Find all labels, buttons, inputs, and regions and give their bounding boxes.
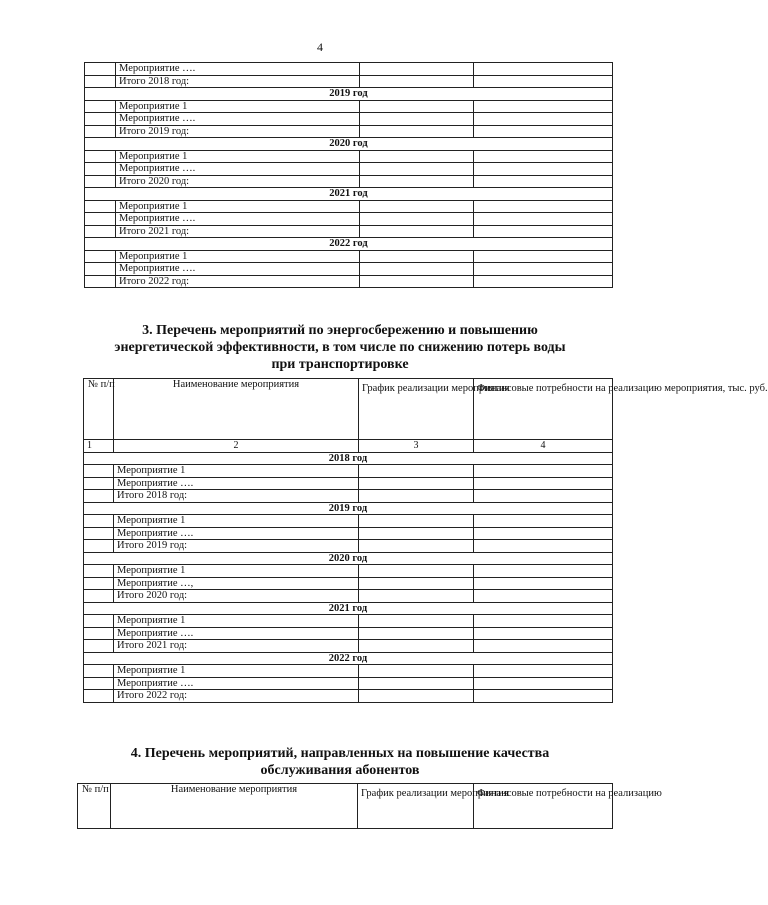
schedule-cell bbox=[359, 665, 474, 678]
activity-name: Мероприятие …. bbox=[114, 527, 359, 540]
activity-name: Мероприятие 1 bbox=[114, 565, 359, 578]
num-cell bbox=[84, 477, 114, 490]
table-row bbox=[84, 627, 613, 640]
schedule-cell bbox=[359, 515, 474, 528]
total-row bbox=[85, 75, 613, 88]
total-row bbox=[84, 540, 613, 553]
total-row bbox=[84, 490, 613, 503]
num-cell bbox=[85, 250, 116, 263]
activity-name: Мероприятие …. bbox=[114, 477, 359, 490]
schedule-cell bbox=[360, 125, 474, 138]
finance-cell bbox=[474, 490, 613, 503]
year-label: 2022 год bbox=[85, 238, 613, 251]
total-label: Итого 2018 год: bbox=[114, 490, 359, 503]
schedule-cell bbox=[359, 565, 474, 578]
num-cell bbox=[85, 213, 116, 226]
table-row bbox=[85, 213, 613, 226]
activity-name: Мероприятие …. bbox=[116, 213, 360, 226]
finance-cell bbox=[474, 590, 613, 603]
schedule-cell bbox=[360, 75, 474, 88]
num-cell bbox=[85, 163, 116, 176]
num-cell bbox=[84, 540, 114, 553]
activity-name: Мероприятие …. bbox=[116, 63, 360, 76]
table-row bbox=[84, 477, 613, 490]
page-number: 4 bbox=[317, 40, 323, 54]
year-row bbox=[84, 552, 613, 565]
schedule-cell bbox=[360, 100, 474, 113]
finance-cell bbox=[474, 225, 613, 238]
num-cell bbox=[84, 515, 114, 528]
num-cell bbox=[84, 640, 114, 653]
section-3-title: 3. Перечень мероприятий по энергосбережению и повышению энергетической эффективности, в том числе по снижению потерь воды при транспортировке bbox=[114, 323, 566, 372]
year-row bbox=[84, 502, 613, 515]
finance-cell bbox=[474, 465, 613, 478]
column-number: 4 bbox=[474, 440, 613, 453]
column-number: 1 bbox=[84, 440, 114, 453]
finance-cell bbox=[474, 250, 613, 263]
table-row bbox=[85, 200, 613, 213]
activity-name: Мероприятие 1 bbox=[116, 150, 360, 163]
finance-cell bbox=[474, 577, 613, 590]
schedule-cell bbox=[359, 640, 474, 653]
table-row bbox=[85, 263, 613, 276]
activity-name: Мероприятие 1 bbox=[114, 615, 359, 628]
header-schedule: График реализации мероприятия bbox=[358, 784, 474, 829]
section-4-title: 4. Перечень мероприятий, направленных на повышение качества обслуживания абонентов bbox=[130, 746, 550, 778]
table-row bbox=[84, 465, 613, 478]
finance-cell bbox=[474, 640, 613, 653]
num-cell bbox=[84, 565, 114, 578]
finance-cell bbox=[474, 125, 613, 138]
finance-cell bbox=[474, 263, 613, 276]
header-name: Наименование мероприятия bbox=[114, 379, 359, 440]
finance-cell bbox=[474, 175, 613, 188]
table-row bbox=[85, 250, 613, 263]
activity-name: Мероприятие …. bbox=[116, 163, 360, 176]
table-row bbox=[85, 100, 613, 113]
table-row bbox=[84, 577, 613, 590]
year-label: 2019 год bbox=[85, 88, 613, 101]
schedule-cell bbox=[359, 627, 474, 640]
schedule-cell bbox=[360, 63, 474, 76]
total-row bbox=[85, 125, 613, 138]
finance-cell bbox=[474, 63, 613, 76]
schedule-cell bbox=[360, 163, 474, 176]
total-row bbox=[85, 175, 613, 188]
table-row bbox=[84, 665, 613, 678]
total-label: Итого 2020 год: bbox=[114, 590, 359, 603]
num-cell bbox=[85, 63, 116, 76]
num-cell bbox=[84, 527, 114, 540]
num-cell bbox=[85, 263, 116, 276]
num-cell bbox=[84, 465, 114, 478]
year-row bbox=[85, 188, 613, 201]
num-cell bbox=[84, 677, 114, 690]
finance-cell bbox=[474, 100, 613, 113]
year-label: 2018 год bbox=[84, 452, 613, 465]
num-cell bbox=[84, 627, 114, 640]
table-row bbox=[85, 150, 613, 163]
schedule-cell bbox=[360, 213, 474, 226]
column-number: 2 bbox=[114, 440, 359, 453]
total-label: Итого 2022 год: bbox=[114, 690, 359, 703]
total-label: Итого 2021 год: bbox=[116, 225, 360, 238]
finance-cell bbox=[474, 515, 613, 528]
num-cell bbox=[85, 100, 116, 113]
year-row bbox=[84, 602, 613, 615]
table-row bbox=[85, 163, 613, 176]
schedule-cell bbox=[360, 200, 474, 213]
table-row bbox=[84, 677, 613, 690]
activity-name: Мероприятие 1 bbox=[114, 665, 359, 678]
total-label: Итого 2019 год: bbox=[116, 125, 360, 138]
activity-name: Мероприятие 1 bbox=[114, 465, 359, 478]
activity-name: Мероприятие …, bbox=[114, 577, 359, 590]
total-row bbox=[84, 640, 613, 653]
activity-name: Мероприятие 1 bbox=[116, 200, 360, 213]
schedule-cell bbox=[359, 540, 474, 553]
activity-name: Мероприятие …. bbox=[116, 263, 360, 276]
table-row bbox=[84, 615, 613, 628]
header-schedule: График реализации мероприятия bbox=[359, 379, 474, 440]
header-num: № п/п bbox=[84, 379, 114, 440]
schedule-cell bbox=[360, 113, 474, 126]
column-number: 3 bbox=[359, 440, 474, 453]
table-section-4 bbox=[77, 783, 662, 829]
schedule-cell bbox=[360, 175, 474, 188]
activity-name: Мероприятие 1 bbox=[116, 100, 360, 113]
year-label: 2021 год bbox=[85, 188, 613, 201]
schedule-cell bbox=[360, 275, 474, 288]
finance-cell bbox=[474, 150, 613, 163]
year-label: 2020 год bbox=[85, 138, 613, 151]
schedule-cell bbox=[359, 527, 474, 540]
total-label: Итого 2018 год: bbox=[116, 75, 360, 88]
finance-cell bbox=[474, 213, 613, 226]
total-row bbox=[85, 275, 613, 288]
schedule-cell bbox=[359, 577, 474, 590]
total-label: Итого 2019 год: bbox=[114, 540, 359, 553]
num-cell bbox=[84, 577, 114, 590]
year-label: 2022 год bbox=[84, 652, 613, 665]
num-cell bbox=[85, 125, 116, 138]
schedule-cell bbox=[359, 477, 474, 490]
activity-name: Мероприятие 1 bbox=[116, 250, 360, 263]
num-cell bbox=[85, 200, 116, 213]
year-label: 2021 год bbox=[84, 602, 613, 615]
activity-name: Мероприятие 1 bbox=[114, 515, 359, 528]
finance-cell bbox=[474, 615, 613, 628]
finance-cell bbox=[474, 477, 613, 490]
num-cell bbox=[85, 225, 116, 238]
schedule-cell bbox=[359, 590, 474, 603]
year-row bbox=[85, 238, 613, 251]
finance-cell bbox=[474, 75, 613, 88]
finance-cell bbox=[474, 565, 613, 578]
schedule-cell bbox=[360, 150, 474, 163]
year-label: 2020 год bbox=[84, 552, 613, 565]
activity-name: Мероприятие …. bbox=[114, 677, 359, 690]
schedule-cell bbox=[360, 225, 474, 238]
header-finance: Финансовые потребности на реализацию мероприятия, тыс. руб. bbox=[474, 379, 613, 440]
num-cell bbox=[85, 175, 116, 188]
finance-cell bbox=[474, 627, 613, 640]
num-cell bbox=[85, 113, 116, 126]
num-cell bbox=[84, 615, 114, 628]
finance-cell bbox=[474, 677, 613, 690]
num-cell bbox=[84, 590, 114, 603]
table-section-3 bbox=[83, 378, 768, 703]
schedule-cell bbox=[360, 250, 474, 263]
schedule-cell bbox=[360, 263, 474, 276]
header-finance: Финансовые потребности на реализацию bbox=[474, 784, 613, 829]
year-row bbox=[85, 138, 613, 151]
schedule-cell bbox=[359, 490, 474, 503]
schedule-cell bbox=[359, 465, 474, 478]
table-row bbox=[84, 565, 613, 578]
finance-cell bbox=[474, 665, 613, 678]
finance-cell bbox=[474, 113, 613, 126]
num-cell bbox=[85, 275, 116, 288]
finance-cell bbox=[474, 540, 613, 553]
finance-cell bbox=[474, 200, 613, 213]
total-row bbox=[84, 690, 613, 703]
total-row bbox=[85, 225, 613, 238]
total-label: Итого 2021 год: bbox=[114, 640, 359, 653]
schedule-cell bbox=[359, 690, 474, 703]
year-row bbox=[85, 88, 613, 101]
table-continuation bbox=[84, 62, 613, 288]
total-label: Итого 2020 год: bbox=[116, 175, 360, 188]
finance-cell bbox=[474, 275, 613, 288]
table-row bbox=[85, 113, 613, 126]
schedule-cell bbox=[359, 677, 474, 690]
finance-cell bbox=[474, 163, 613, 176]
num-cell bbox=[84, 665, 114, 678]
year-label: 2019 год bbox=[84, 502, 613, 515]
table-row bbox=[85, 63, 613, 76]
total-label: Итого 2022 год: bbox=[116, 275, 360, 288]
year-row bbox=[84, 452, 613, 465]
num-cell bbox=[85, 150, 116, 163]
year-row bbox=[84, 652, 613, 665]
table-row bbox=[84, 515, 613, 528]
finance-cell bbox=[474, 527, 613, 540]
activity-name: Мероприятие …. bbox=[116, 113, 360, 126]
num-cell bbox=[84, 490, 114, 503]
schedule-cell bbox=[359, 615, 474, 628]
header-num: № п/п bbox=[78, 784, 111, 829]
num-cell bbox=[85, 75, 116, 88]
table-row bbox=[84, 527, 613, 540]
total-row bbox=[84, 590, 613, 603]
finance-cell bbox=[474, 690, 613, 703]
activity-name: Мероприятие …. bbox=[114, 627, 359, 640]
header-name: Наименование мероприятия bbox=[111, 784, 358, 829]
num-cell bbox=[84, 690, 114, 703]
